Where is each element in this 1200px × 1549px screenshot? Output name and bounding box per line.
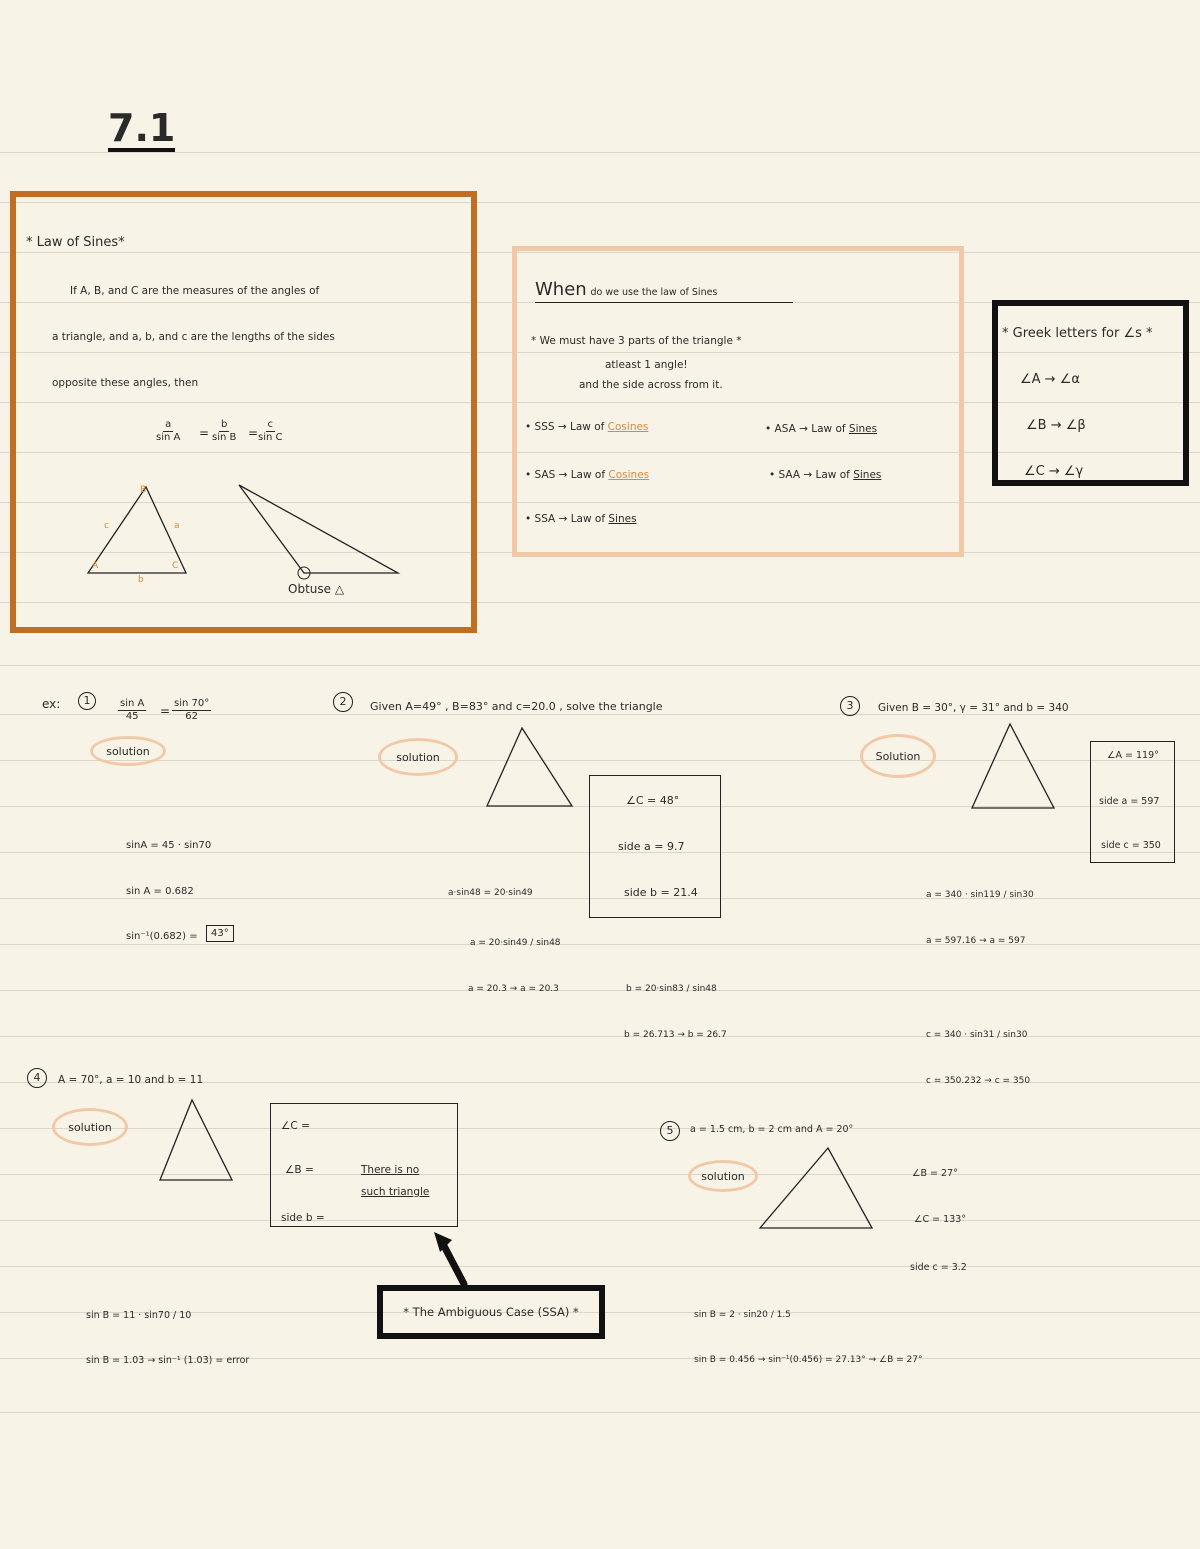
example-5-prompt: a = 1.5 cm, b = 2 cm and A = 20°: [690, 1124, 854, 1135]
example-2-answer-box: ∠C = 48° side a = 9.7 side b = 21.4: [589, 775, 721, 918]
greek-letters-box: [992, 300, 1189, 486]
requirement-3: and the side across from it.: [579, 379, 723, 391]
case-ssa: • SSA → Law of Sines: [525, 513, 637, 525]
case-sss: • SSS → Law of Cosines: [525, 421, 649, 433]
when-heading: When do we use the law of Sines: [535, 279, 793, 303]
case-sas: • SAS → Law of Cosines: [525, 469, 650, 481]
example-3-answer-box: ∠A = 119° side a = 597 side c = 350: [1090, 741, 1175, 863]
ambiguous-case-box: [377, 1285, 605, 1339]
solution-badge: solution: [52, 1108, 128, 1146]
obtuse-label: Obtuse △: [288, 582, 345, 596]
solution-badge: solution: [378, 738, 458, 776]
greek-line-a: ∠A → ∠α: [1020, 372, 1080, 387]
example-1-answer: 43°: [206, 925, 234, 942]
requirement-1: * We must have 3 parts of the triangle *: [531, 335, 742, 347]
ambiguous-case-label: * The Ambiguous Case (SSA) *: [403, 1305, 579, 1319]
solution-badge: solution: [90, 736, 166, 766]
definition-line-1: If A, B, and C are the measures of the angles of: [70, 285, 320, 297]
example-1-number: 1: [78, 692, 96, 710]
page-title: 7.1: [108, 106, 176, 150]
example-4-prompt: A = 70°, a = 10 and b = 11: [58, 1074, 204, 1086]
greek-line-b: ∠B → ∠β: [1026, 418, 1086, 433]
solution-badge: solution: [688, 1160, 758, 1192]
example-4-answer-box: ∠C = ∠B = side b = There is no such triangle: [270, 1103, 458, 1227]
example-2-prompt: Given A=49° , B=83° and c=20.0 , solve the triangle: [370, 700, 663, 713]
greek-heading: * Greek letters for ∠s *: [1002, 326, 1153, 341]
greek-line-c: ∠C → ∠γ: [1024, 464, 1084, 479]
solution-badge: Solution: [860, 734, 936, 778]
requirement-2: atleast 1 angle!: [605, 359, 688, 371]
when-to-use-box: [512, 246, 964, 557]
definition-line-2: a triangle, and a, b, and c are the lengths of the sides: [52, 331, 335, 343]
case-saa: • SAA → Law of Sines: [769, 469, 882, 481]
example-3-prompt: Given B = 30°, γ = 31° and b = 340: [878, 702, 1069, 714]
law-of-sines-box: * Law of Sines* If A, B, and C are the measures of the angles of a triangle, and a, b, and c are the lengths of the sides opposite these angles, then $\frac{a}{\text{sin A}}$ = $\frac{b}{\text{sin B}}$ = $\frac{c}{\text{sin C}}$ A B C a b c Obtuse △: [10, 191, 477, 633]
case-asa: • ASA → Law of Sines: [765, 423, 878, 435]
law-of-sines-heading: * Law of Sines*: [26, 235, 125, 250]
example-5-triangle: [0, 0, 1, 1]
definition-line-3: opposite these angles, then: [52, 377, 199, 389]
acute-triangle-diagram: [16, 197, 471, 627]
